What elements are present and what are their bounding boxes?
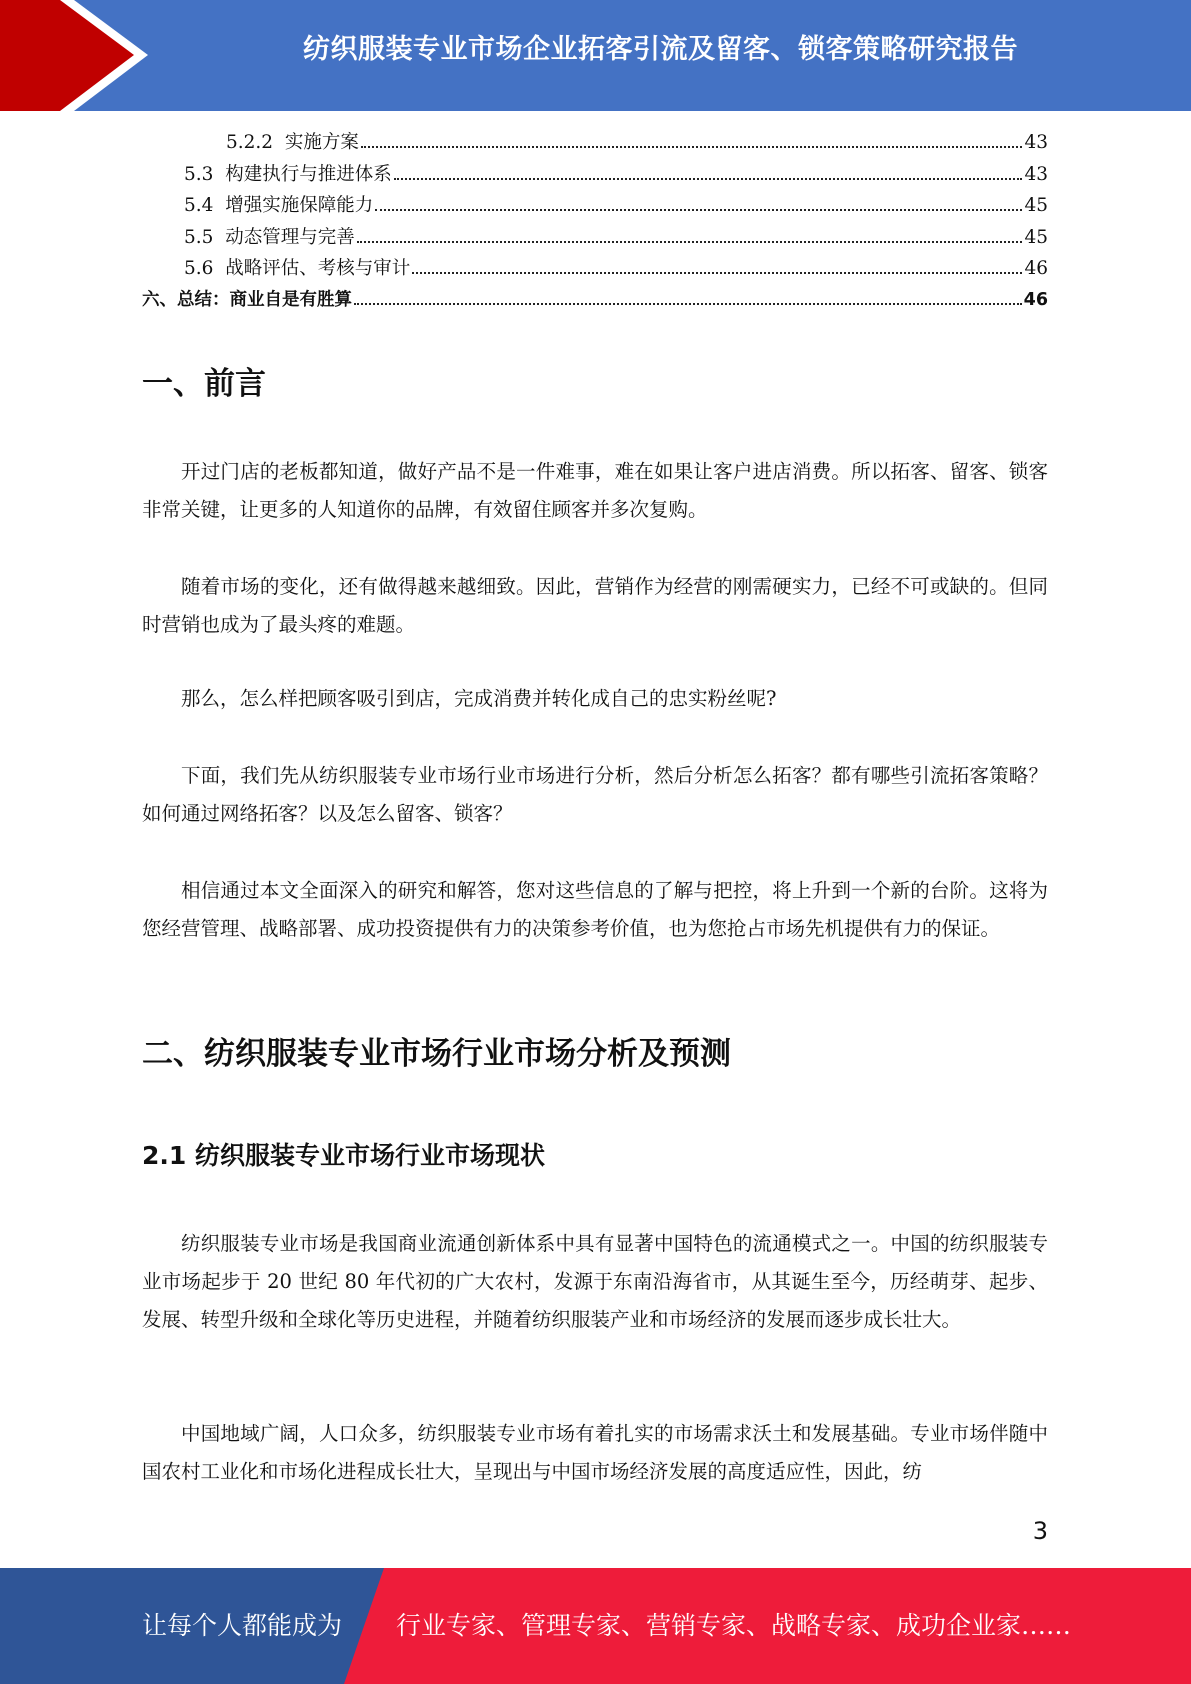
toc-entry-number: 5.4 [184, 195, 214, 216]
toc-entry[interactable] [142, 160, 1048, 192]
body-paragraph: 下面，我们先从纺织服装专业市场行业市场进行分析，然后分析怎么拓客？都有哪些引流拓客策略？如何通过网络拓客？以及怎么留客、锁客？ [142, 764, 1048, 825]
body-paragraph: 随着市场的变化，还有做得越来越细致。因此，营销作为经营的刚需硬实力，已经不可或缺的。但同时营销也成为了最头疼的难题。 [142, 575, 1048, 636]
toc-entry-page: 46 [1023, 289, 1048, 310]
toc-entry-number: 5.6 [184, 258, 214, 279]
toc-entry-text: 增强实施保障能力 [225, 195, 374, 216]
section-heading: 一、前言 [142, 366, 266, 402]
toc-entry-number: 5.5 [184, 226, 214, 248]
toc-entry-page: 45 [1024, 195, 1048, 216]
toc-entry[interactable] [142, 128, 1048, 160]
body-paragraph: 中国地域广阔，人口众多，纺织服装专业市场有着扎实的市场需求沃土和发展基础。专业市场伴随中国农村工业化和市场化进程成长壮大，呈现出与中国市场经济发展的高度适应性，因此，纺 [142, 1422, 1048, 1483]
header-title: 纺织服装专业市场企业拓客引流及留客、锁客策略研究报告 [303, 34, 1018, 65]
body-paragraph: 纺织服装专业市场是我国商业流通创新体系中具有显著中国特色的流通模式之一。中国的纺织服装专业市场起步于 20 世纪 80 年代初的广大农村，发源于东南沿海省市，从其诞生至今，历经萌芽、起步、发展、转型升级和全球化等历史进程，并随着纺织服装产业和市场经济的发展而逐步成长壮大。 [142, 1232, 1048, 1331]
page-footer [0, 1568, 1191, 1684]
toc-entry-text: 实施方案 [284, 132, 359, 153]
toc-entry-text: 构建执行与推进体系 [225, 163, 392, 185]
footer-slogan-left: 让每个人都能成为 [142, 1611, 343, 1640]
toc-entry[interactable] [142, 286, 1048, 318]
toc-entry-text: 战略评估、考核与审计 [225, 258, 411, 279]
toc-entry-page: 43 [1024, 132, 1048, 153]
toc-entry-page: 45 [1024, 226, 1048, 248]
section-heading: 二、纺织服装专业市场行业市场分析及预测 [142, 1036, 731, 1072]
body-paragraph: 开过门店的老板都知道，做好产品不是一件难事，难在如果让客户进店消费。所以拓客、留客、锁客非常关键，让更多的人知道你的品牌，有效留住顾客并多次复购。 [142, 460, 1048, 521]
footer-slogan-right: 行业专家、管理专家、营销专家、战略专家、成功企业家…… [396, 1611, 1072, 1640]
body-paragraph: 那么，怎么样把顾客吸引到店，完成消费并转化成自己的忠实粉丝呢? [181, 687, 777, 710]
table-of-contents [142, 128, 1048, 317]
toc-entry-number: 5.2.2 [226, 132, 274, 153]
subsection-heading: 2.1 纺织服装专业市场行业市场现状 [142, 1141, 545, 1170]
toc-entry-page: 46 [1024, 258, 1048, 279]
toc-entry-text: 六、总结：商业自是有胜算 [142, 289, 352, 310]
toc-entry-number: 5.3 [184, 163, 214, 185]
toc-entry-text: 动态管理与完善 [225, 226, 355, 248]
toc-entry[interactable] [142, 254, 1048, 286]
toc-entry-page: 43 [1024, 163, 1048, 185]
page-header [0, 0, 1191, 111]
body-paragraph: 相信通过本文全面深入的研究和解答，您对这些信息的了解与把控，将上升到一个新的台阶。这将为您经营管理、战略部署、成功投资提供有力的决策参考价值，也为您抢占市场先机提供有力的保证。 [142, 879, 1048, 940]
page-number: 3 [1032, 1517, 1048, 1545]
toc-entry[interactable] [142, 191, 1048, 223]
toc-entry[interactable] [142, 223, 1048, 255]
